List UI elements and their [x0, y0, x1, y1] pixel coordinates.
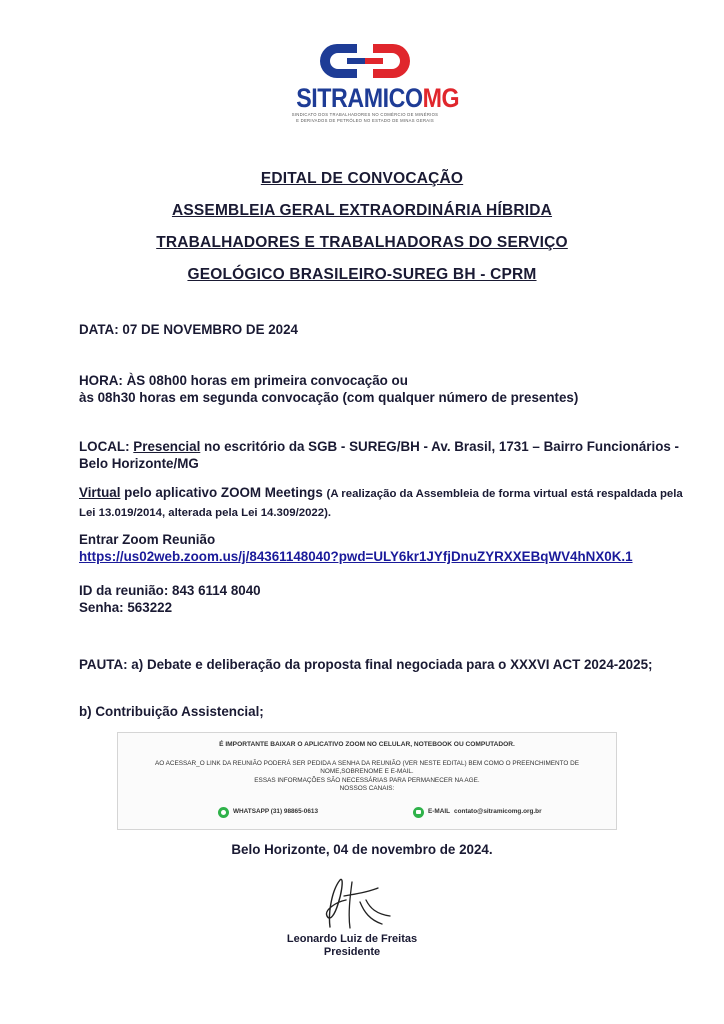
virtual-legal-note: (A realização da Assembleia de forma virtual está respaldada pela Lei 13.019/2014, alterada pela Lei 14.309/2022).: [79, 488, 683, 519]
virtual-text: pelo aplicativo ZOOM Meetings: [120, 485, 327, 500]
pauta-item-a: PAUTA: a) Debate e deliberação da proposta final negociada para o XXXVI ACT 2024-2025;: [79, 657, 653, 672]
hora-line-2: às 08h30 horas em segunda convocação (com qualquer número de presentes): [79, 390, 579, 405]
hora-line-1: HORA: ÀS 08h00 horas em primeira convocação ou: [79, 373, 408, 388]
date-line: DATA: 07 DE NOVEMBRO DE 2024: [79, 322, 299, 337]
meeting-password: Senha: 563222: [79, 600, 173, 615]
title-assembleia: ASSEMBLEIA GERAL EXTRAORDINÁRIA HÍBRIDA: [171, 202, 553, 219]
meeting-id: ID da reunião: 843 6114 8040: [79, 583, 261, 598]
presencial-text: no escritório da SGB - SUREG/BH - Av. Brasil, 1731 – Bairro Funcionários - Belo Horizonte/MG: [79, 439, 679, 471]
banner-body: [134, 760, 600, 794]
email-icon: [413, 807, 424, 818]
email-address: contato@sitramicomg.org.br: [454, 808, 542, 816]
local-block: [79, 438, 688, 472]
logo-subtitle-1: SINDICATO DOS TRABALHADORES NO COMÉRCIO DE MINÉRIOS: [291, 112, 439, 117]
logo-subtitle-2: E DERIVADOS DE PETRÓLEO NO ESTADO DE MINAS GERAIS: [296, 117, 434, 123]
meeting-credentials: [79, 582, 688, 616]
virtual-label: Virtual: [79, 485, 121, 500]
sitramicomg-logo: [285, 40, 460, 123]
logo-wordmark: SITRAMICOMG: [296, 83, 460, 113]
document-titles: [40, 163, 684, 291]
union-emblem-icon: [317, 40, 413, 82]
banner-line-1: É IMPORTANTE BAIXAR O APLICATIVO ZOOM NO CELULAR, NOTEBOOK OU COMPUTADOR.: [219, 741, 515, 748]
signatory-name: Leonardo Luiz de Freitas: [286, 933, 418, 945]
pauta-item-b: b) Contribuição Assistencial;: [79, 704, 264, 719]
city-date: Belo Horizonte, 04 de novembro de 2024.: [231, 842, 493, 857]
zoom-block: [79, 531, 688, 565]
banner-line-3: ESSAS INFORMAÇÕES SÃO NECESSÁRIAS PARA PERMANECER NA AGE.: [254, 776, 480, 784]
email-prefix: E-MAIL: [428, 808, 451, 816]
title-geologico: GEOLÓGICO BRASILEIRO-SUREG BH - CPRM: [187, 266, 537, 283]
zoom-info-banner: [117, 732, 617, 830]
zoom-meeting-link[interactable]: https://us02web.zoom.us/j/84361148040?pwd=ULY6kr1JYfjDnuZYRXXEBqWV4hNX0K.1: [79, 549, 633, 564]
title-edital: EDITAL DE CONVOCAÇÃO: [260, 170, 464, 187]
whatsapp-contact: [218, 807, 318, 818]
signatory: [272, 933, 432, 959]
local-prefix: LOCAL:: [79, 439, 134, 454]
banner-line-4: NOSSOS CANAIS:: [339, 785, 395, 793]
banner-line-2: AO ACESSAR_O LINK DA REUNIÃO PODERÁ SER PEDIDA A SENHA DA REUNIÃO (VER NESTE EDITAL) BEM COMO O PREENCHIMENTO DE NOME,SOBRENOME E E-MAIL.: [154, 760, 580, 776]
zoom-label: Entrar Zoom Reunião: [79, 532, 216, 547]
hora-block: [79, 372, 688, 406]
virtual-block: [79, 484, 688, 522]
whatsapp-number: WHATSAPP (31) 98865-0613: [233, 808, 319, 816]
title-trabalhadores: TRABALHADORES E TRABALHADORAS DO SERVIÇO: [156, 234, 568, 251]
email-contact: [413, 807, 542, 818]
handwritten-signature: [300, 872, 410, 934]
signatory-role: Presidente: [323, 946, 381, 958]
whatsapp-icon: [218, 807, 229, 818]
presencial-label: Presencial: [133, 439, 201, 454]
